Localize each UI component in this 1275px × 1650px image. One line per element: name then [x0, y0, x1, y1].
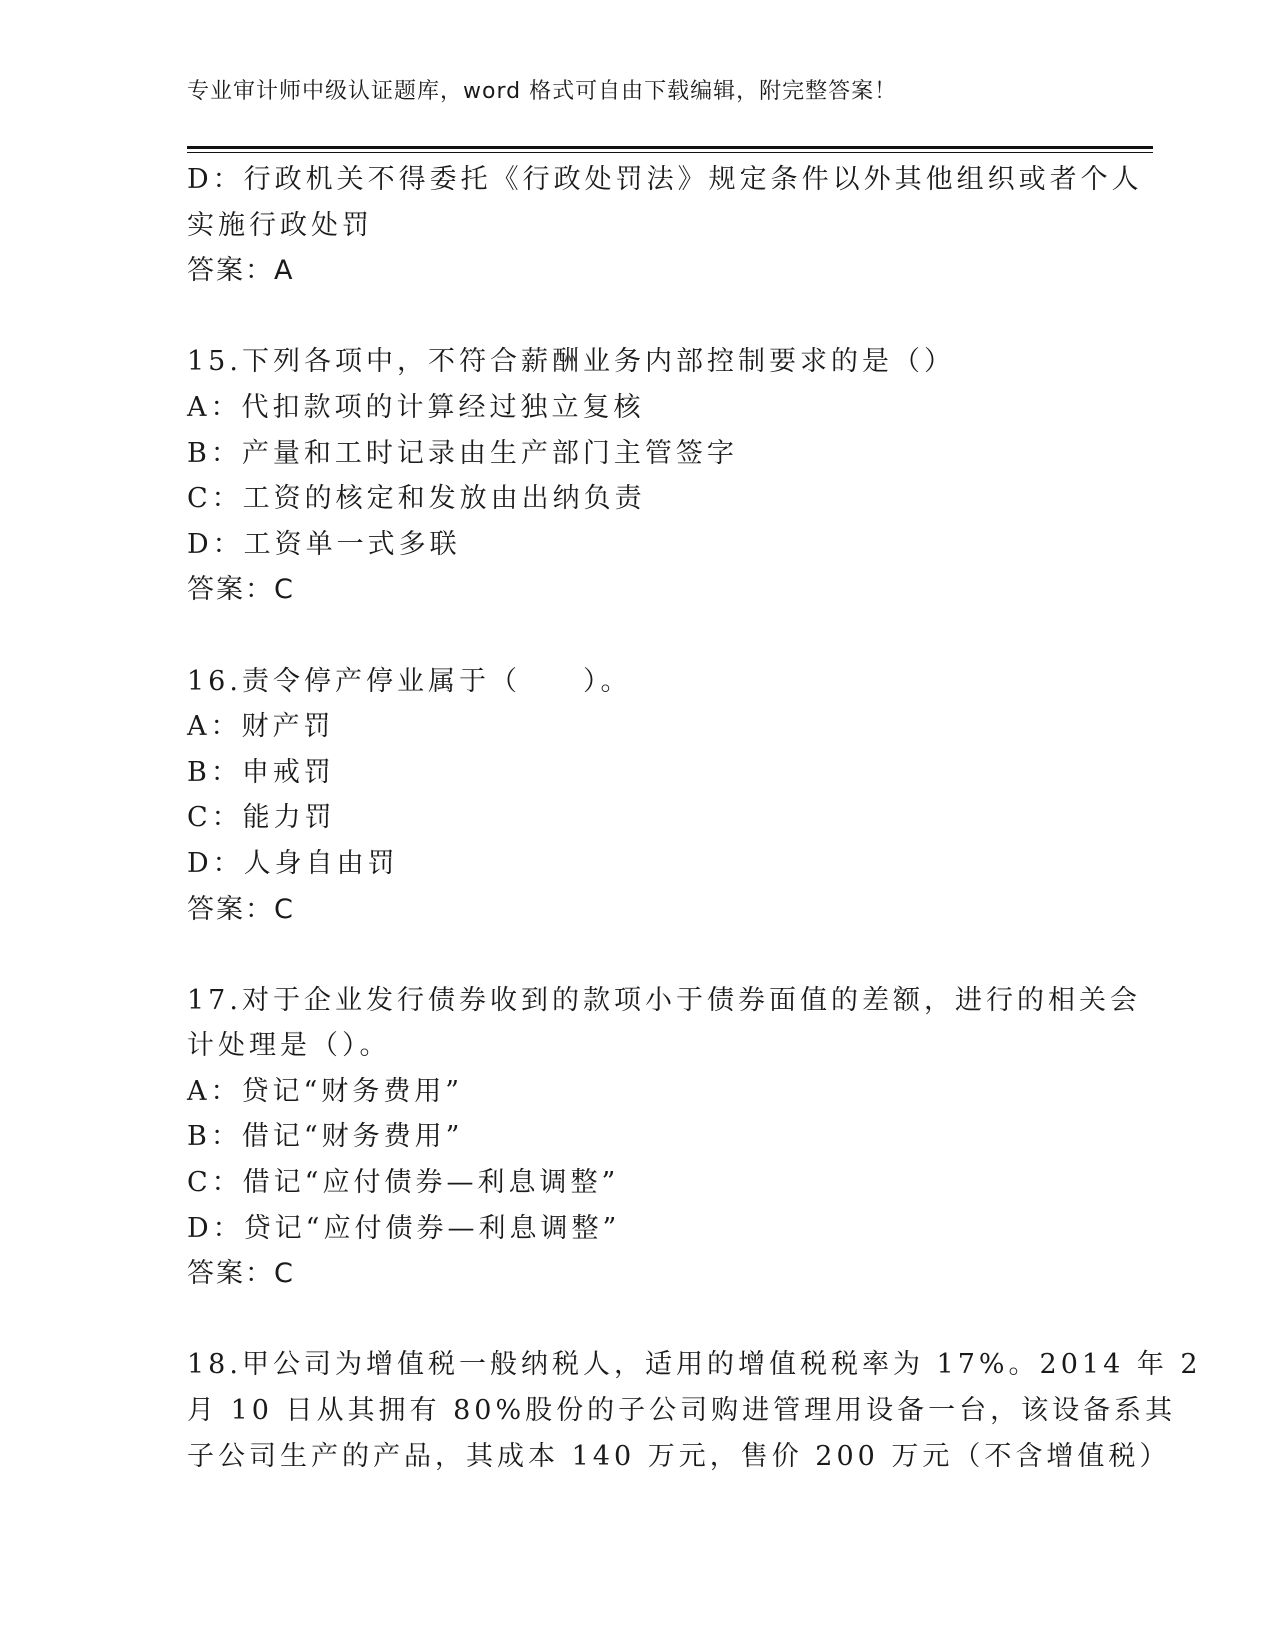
answer-15: 答案：C	[187, 574, 295, 606]
page-header: 专业审计师中级认证题库，word 格式可自由下载编辑，附完整答案！	[187, 79, 898, 104]
question-17	[187, 978, 1141, 1297]
question-16-option-d: D：人身自由罚	[187, 847, 399, 879]
question-15-option-b: B：产量和工时记录由生产部门主管签字	[187, 437, 738, 469]
question-17-option-a: A：贷记“财务费用”	[187, 1075, 464, 1107]
header-rule-thin	[187, 152, 1153, 153]
question-15	[187, 339, 1077, 613]
question-17-stem-line-2: 计处理是（）。	[187, 1030, 391, 1062]
question-18	[187, 1342, 1202, 1479]
question-18-stem-line-1: 18.甲公司为增值税一般纳税人，适用的增值税税率为 17%。2014 年 2	[187, 1349, 1202, 1381]
question-16-stem: 16.责令停产停业属于（ ）。	[187, 665, 632, 697]
question-15-option-c: C：工资的核定和发放由出纳负责	[187, 483, 646, 515]
question-16	[187, 659, 1077, 933]
question-content	[187, 157, 1202, 1479]
answer-17: 答案：C	[187, 1258, 295, 1290]
question-14-tail	[187, 157, 1143, 294]
header-rule-thick	[187, 146, 1153, 149]
question-16-option-a: A：财产罚	[187, 711, 335, 743]
answer-16: 答案：C	[187, 893, 295, 925]
question-17-option-b: B：借记“财务费用”	[187, 1121, 464, 1153]
question-17-stem-line-1: 17.对于企业发行债券收到的款项小于债券面值的差额，进行的相关会	[187, 984, 1141, 1016]
question-16-option-c: C：能力罚	[187, 802, 336, 834]
option-d-line-2: 实施行政处罚	[187, 209, 373, 241]
question-15-option-a: A：代扣款项的计算经过独立复核	[187, 391, 645, 423]
question-18-stem-line-3: 子公司生产的产品，其成本 140 万元，售价 200 万元（不含增值税）	[187, 1440, 1171, 1472]
question-17-option-d: D：贷记“应付债券—利息调整”	[187, 1212, 621, 1244]
question-15-option-d: D：工资单一式多联	[187, 528, 461, 560]
answer-14: 答案：A	[187, 255, 295, 287]
question-15-stem: 15.下列各项中，不符合薪酬业务内部控制要求的是（）	[187, 346, 955, 378]
question-16-option-b: B：申戒罚	[187, 756, 335, 788]
option-d-line-1: D：行政机关不得委托《行政处罚法》规定条件以外其他组织或者个人	[187, 164, 1143, 195]
question-18-stem-line-2: 月 10 日从其拥有 80%股份的子公司购进管理用设备一台，该设备系其	[187, 1395, 1177, 1427]
question-17-option-c: C：借记“应付债券—利息调整”	[187, 1167, 620, 1199]
